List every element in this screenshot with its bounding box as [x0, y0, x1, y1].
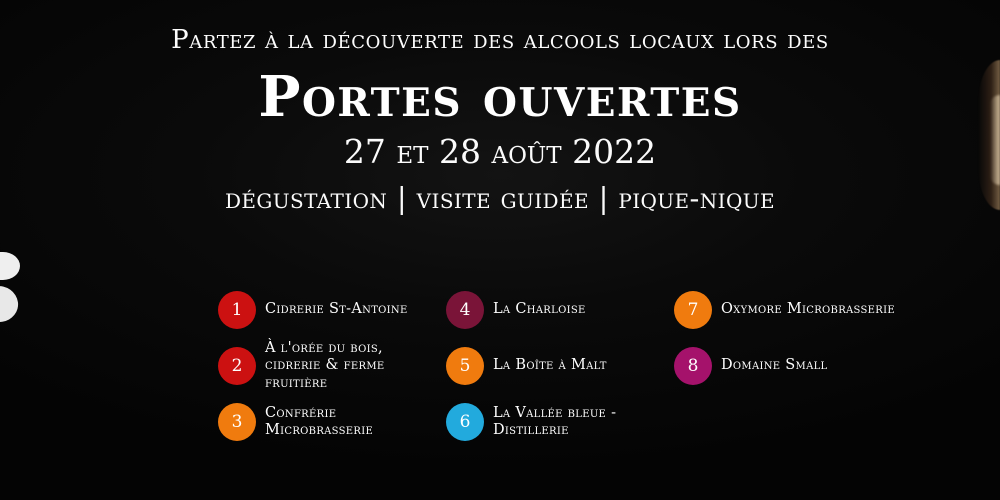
legend-item — [446, 282, 674, 338]
poster-kicker: Partez à la découverte des alcools locaux lors des — [171, 25, 829, 55]
legend-item — [218, 338, 446, 394]
page-title: Portes ouvertes — [258, 63, 742, 130]
legend-item-label: Domaine Small — [721, 357, 828, 374]
poster-dates: 27 et 28 août 2022 — [343, 131, 657, 171]
legend-number-badge: 5 — [446, 347, 484, 385]
legend-number-badge: 6 — [446, 403, 484, 441]
legend-item — [218, 394, 446, 450]
legend-item — [674, 338, 914, 394]
legend-item — [218, 282, 446, 338]
legend-item — [446, 338, 674, 394]
legend-item-label: La Charloise — [493, 301, 586, 318]
legend-number-badge: 8 — [674, 347, 712, 385]
poster-activities: dégustation | visite guidée | pique-nique — [224, 180, 776, 215]
legend-item-label: Cidrerie St-Antoine — [265, 301, 408, 318]
legend-item-label: La Boîte à Malt — [493, 357, 607, 374]
legend-number-badge: 3 — [218, 403, 256, 441]
legend-number-badge: 1 — [218, 291, 256, 329]
venue-legend — [218, 282, 918, 450]
legend-number-badge: 4 — [446, 291, 484, 329]
legend-item-label: La Vallée bleue - Distillerie — [493, 404, 617, 438]
legend-item-label: Oxymore Microbrasserie — [721, 301, 895, 318]
headline-block — [0, 0, 1000, 213]
legend-item — [446, 394, 674, 450]
legend-item — [674, 282, 914, 338]
legend-item-label: Confrérie Microbrasserie — [265, 404, 374, 438]
legend-number-badge: 2 — [218, 347, 256, 385]
legend-item-label: À l'orée du bois, cidrerie & ferme fruitière — [265, 340, 385, 391]
legend-number-badge: 7 — [674, 291, 712, 329]
